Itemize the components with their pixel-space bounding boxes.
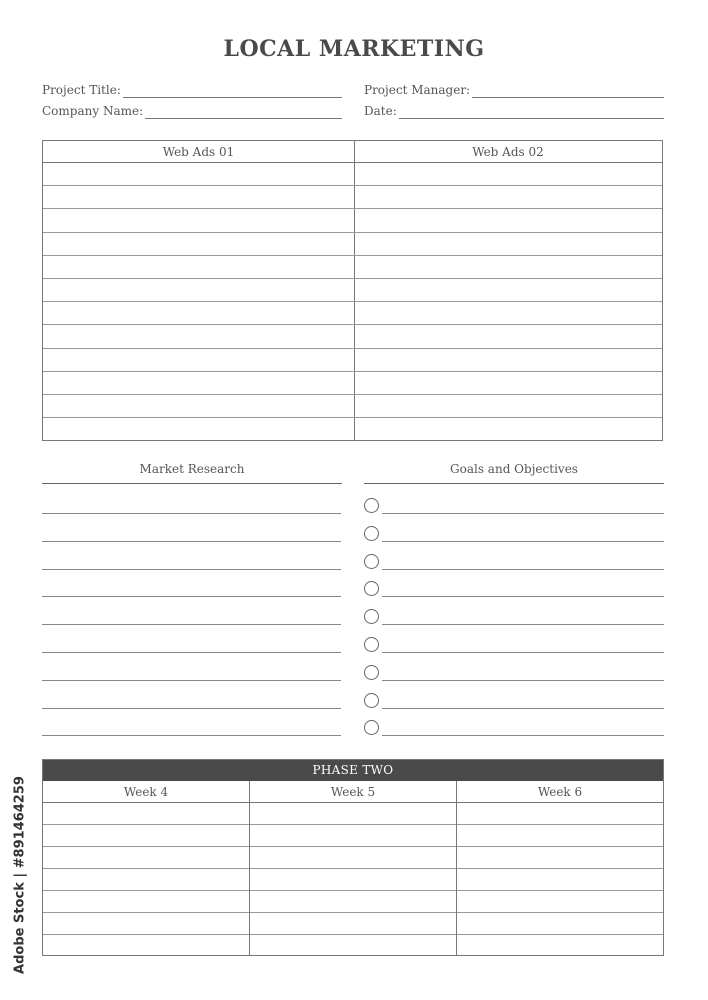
web-ads-row[interactable] (354, 349, 662, 372)
week-row[interactable] (457, 847, 663, 869)
web-ads-row[interactable] (43, 186, 354, 209)
web-ads-01-rows (43, 163, 354, 441)
week-row[interactable] (457, 935, 663, 957)
date-label: Date: (364, 104, 397, 118)
web-ads-row[interactable] (43, 233, 354, 256)
week-column (457, 781, 663, 955)
web-ads-row[interactable] (354, 279, 662, 302)
web-ads-row[interactable] (354, 186, 662, 209)
week-row[interactable] (457, 891, 663, 913)
week-header: Week 5 (250, 781, 456, 803)
web-ads-row[interactable] (43, 372, 354, 395)
web-ads-row[interactable] (354, 372, 662, 395)
goal-line[interactable] (382, 708, 664, 709)
web-ads-row[interactable] (354, 209, 662, 232)
project-manager-label: Project Manager: (364, 83, 471, 97)
week-row[interactable] (250, 869, 456, 891)
week-header: Week 4 (43, 781, 249, 803)
market-research-heading: Market Research (42, 462, 342, 484)
week-row[interactable] (457, 913, 663, 935)
week-row[interactable] (43, 913, 249, 935)
project-title-field[interactable] (42, 78, 342, 98)
week-row[interactable] (43, 803, 249, 825)
stock-id-watermark (8, 760, 32, 990)
company-name-label: Company Name: (42, 104, 144, 118)
web-ads-row[interactable] (354, 395, 662, 418)
goal-item[interactable] (364, 665, 664, 681)
project-title-line[interactable] (123, 81, 342, 98)
goal-line[interactable] (382, 569, 664, 570)
week-row[interactable] (43, 825, 249, 847)
week-row[interactable] (43, 847, 249, 869)
web-ads-row[interactable] (43, 279, 354, 302)
phase-two-grid (43, 781, 663, 955)
web-ads-row[interactable] (354, 256, 662, 279)
web-ads-row[interactable] (43, 418, 354, 441)
week-row[interactable] (250, 935, 456, 957)
week-row[interactable] (43, 869, 249, 891)
week-header: Week 6 (457, 781, 663, 803)
week-row[interactable] (457, 869, 663, 891)
goal-line[interactable] (382, 624, 664, 625)
goal-line[interactable] (382, 680, 664, 681)
web-ads-row[interactable] (43, 395, 354, 418)
goals-heading: Goals and Objectives (364, 462, 664, 484)
project-manager-line[interactable] (472, 81, 664, 98)
project-manager-field[interactable] (364, 78, 664, 98)
market-research-line[interactable] (42, 652, 341, 653)
goal-item[interactable] (364, 554, 664, 570)
goal-item[interactable] (364, 609, 664, 625)
circle-checkbox-icon[interactable] (364, 720, 379, 735)
web-ads-02-column (354, 141, 662, 440)
goal-line[interactable] (382, 735, 664, 736)
web-ads-row[interactable] (354, 325, 662, 348)
week-row[interactable] (250, 847, 456, 869)
market-research-line[interactable] (42, 596, 341, 597)
week-row[interactable] (250, 803, 456, 825)
company-name-field[interactable] (42, 99, 342, 119)
circle-checkbox-icon[interactable] (364, 554, 379, 569)
goal-line[interactable] (382, 541, 664, 542)
project-title-label: Project Title: (42, 83, 121, 97)
goal-line[interactable] (382, 513, 664, 514)
circle-checkbox-icon[interactable] (364, 693, 379, 708)
circle-checkbox-icon[interactable] (364, 526, 379, 541)
goal-item[interactable] (364, 720, 664, 736)
web-ads-table (42, 140, 663, 441)
goal-item[interactable] (364, 526, 664, 542)
market-research-line[interactable] (42, 513, 341, 514)
goal-line[interactable] (382, 596, 664, 597)
goal-item[interactable] (364, 693, 664, 709)
web-ads-row[interactable] (354, 418, 662, 441)
phase-two-table (42, 759, 664, 956)
week-row[interactable] (250, 825, 456, 847)
stock-id-text: Adobe Stock | #891464259 (12, 776, 28, 974)
web-ads-row[interactable] (354, 302, 662, 325)
phase-two-banner: PHASE TWO (43, 760, 663, 781)
web-ads-row[interactable] (43, 163, 354, 186)
web-ads-row[interactable] (43, 256, 354, 279)
web-ads-row[interactable] (43, 349, 354, 372)
company-name-line[interactable] (145, 102, 342, 119)
goal-item[interactable] (364, 498, 664, 514)
web-ads-01-header: Web Ads 01 (43, 141, 354, 163)
week-row[interactable] (43, 935, 249, 957)
web-ads-02-rows (354, 163, 662, 441)
week-column (250, 781, 457, 955)
market-research-line[interactable] (42, 541, 341, 542)
week-row[interactable] (43, 891, 249, 913)
circle-checkbox-icon[interactable] (364, 637, 379, 652)
market-research-line[interactable] (42, 569, 341, 570)
market-research-line[interactable] (42, 708, 341, 709)
week-row[interactable] (250, 891, 456, 913)
web-ads-row[interactable] (43, 325, 354, 348)
web-ads-row[interactable] (354, 233, 662, 256)
web-ads-row[interactable] (43, 302, 354, 325)
goal-item[interactable] (364, 581, 664, 597)
web-ads-02-header: Web Ads 02 (354, 141, 662, 163)
web-ads-01-column (43, 141, 355, 440)
week-row[interactable] (457, 825, 663, 847)
week-column (43, 781, 250, 955)
goal-item[interactable] (364, 637, 664, 653)
market-research-line[interactable] (42, 735, 341, 736)
circle-checkbox-icon[interactable] (364, 498, 379, 513)
circle-checkbox-icon[interactable] (364, 609, 379, 624)
date-field[interactable] (364, 99, 664, 119)
market-research-line[interactable] (42, 624, 341, 625)
goal-line[interactable] (382, 652, 664, 653)
circle-checkbox-icon[interactable] (364, 581, 379, 596)
web-ads-row[interactable] (354, 163, 662, 186)
market-research-line[interactable] (42, 680, 341, 681)
circle-checkbox-icon[interactable] (364, 665, 379, 680)
page-title: LOCAL MARKETING (223, 36, 485, 62)
week-row[interactable] (250, 913, 456, 935)
web-ads-row[interactable] (43, 209, 354, 232)
date-line[interactable] (399, 102, 664, 119)
week-row[interactable] (457, 803, 663, 825)
